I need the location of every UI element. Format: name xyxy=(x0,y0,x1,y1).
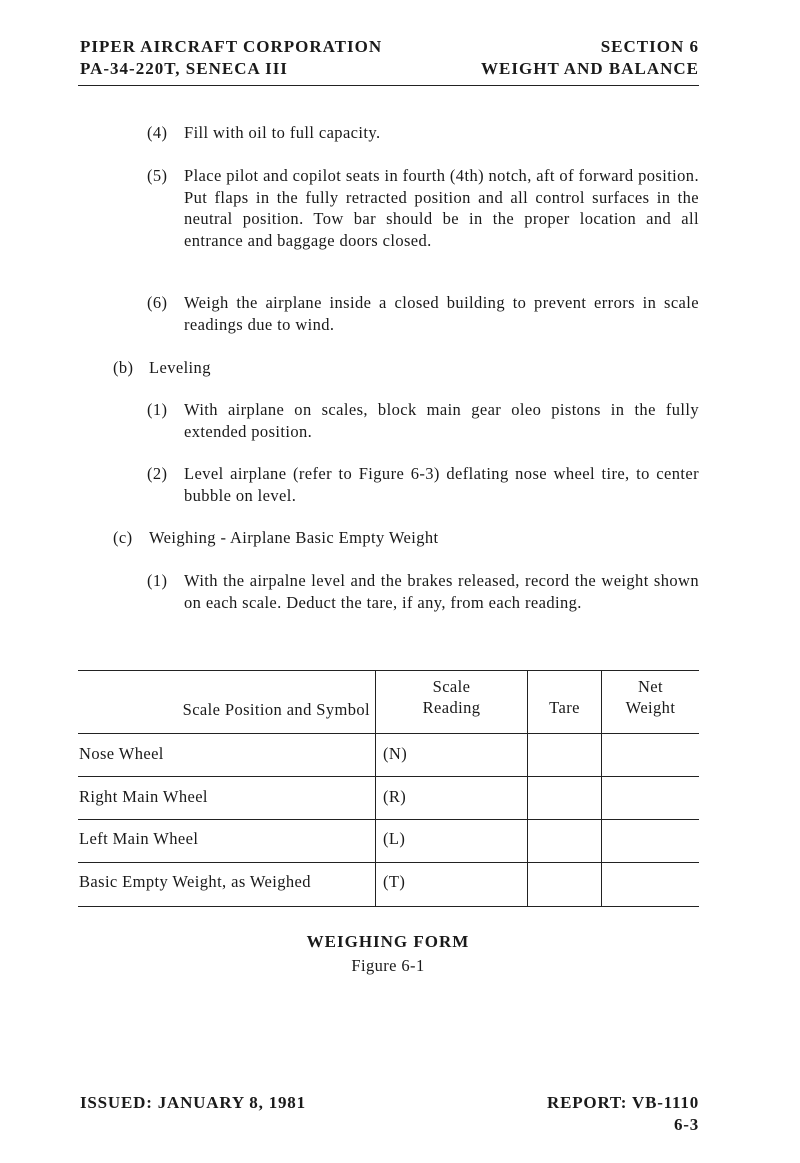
subsection-title: Leveling xyxy=(149,358,211,377)
step-number: (4) xyxy=(147,123,168,142)
table-rule xyxy=(78,733,699,734)
header-rule xyxy=(78,85,699,86)
step-text: With airplane on scales, block main gear oleo pistons in the fully extended position. xyxy=(184,400,699,441)
step-text: Level airplane (refer to Figure 6-3) deflating nose wheel tire, to center bubble on level. xyxy=(184,464,699,505)
table-rule xyxy=(78,819,699,820)
report-number: REPORT: VB-1110 xyxy=(547,1093,699,1112)
table-rule xyxy=(78,776,699,777)
table-rule xyxy=(78,862,699,863)
column-header-reading-line2: Reading xyxy=(422,698,481,717)
step-text: Fill with oil to full capacity. xyxy=(184,123,381,142)
step-number: (6) xyxy=(147,293,168,312)
column-header-reading-line1: Scale xyxy=(432,677,471,696)
figure-number: Figure 6-1 xyxy=(351,956,425,975)
issued-date: ISSUED: JANUARY 8, 1981 xyxy=(80,1093,306,1112)
step-number: (5) xyxy=(147,166,168,185)
subsection-letter: (c) xyxy=(113,528,133,547)
column-header-tare: Tare xyxy=(549,698,580,717)
step-number: (2) xyxy=(147,464,168,483)
table-row-symbol: (T) xyxy=(383,872,406,891)
table-row-position: Left Main Wheel xyxy=(79,829,199,848)
column-header-reading xyxy=(376,676,527,718)
weighing-form-table xyxy=(78,670,699,908)
step-text: Weigh the airplane inside a closed building to prevent errors in scale readings due to wind. xyxy=(184,293,699,334)
column-header-position: Scale Position and Symbol xyxy=(182,700,370,719)
step-number: (1) xyxy=(147,571,168,590)
table-row-symbol: (N) xyxy=(383,744,408,763)
step-number: (1) xyxy=(147,400,168,419)
section-title: WEIGHT AND BALANCE xyxy=(481,59,699,78)
table-row-symbol: (L) xyxy=(383,829,406,848)
table-rule xyxy=(78,906,699,907)
page-number: 6-3 xyxy=(673,1115,699,1134)
table-row-position: Nose Wheel xyxy=(79,744,164,763)
table-rule xyxy=(78,670,699,671)
column-header-net-line1: Net xyxy=(637,677,664,696)
footer-right xyxy=(547,1092,699,1136)
subsection-title: Weighing - Airplane Basic Empty Weight xyxy=(149,528,439,547)
company-name: PIPER AIRCRAFT CORPORATION xyxy=(80,37,383,56)
column-header-net xyxy=(602,676,699,718)
table-row-position: Basic Empty Weight, as Weighed xyxy=(79,872,311,891)
step-text: Place pilot and copilot seats in fourth (4th) notch, aft of forward position. Put flaps in the fully retracted position and all control surfaces in the neutral position. Tow bar should be in the proper location and all entrance and baggage doors closed. xyxy=(184,166,699,250)
subsection-letter: (b) xyxy=(113,358,134,377)
aircraft-model: PA-34-220T, SENECA III xyxy=(80,59,288,78)
table-row-position: Right Main Wheel xyxy=(79,787,208,806)
section-number: SECTION 6 xyxy=(600,37,699,56)
column-header-net-line2: Weight xyxy=(625,698,676,717)
step-text: With the airpalne level and the brakes released, record the weight shown on each scale. Deduct the tare, if any, from each reading. xyxy=(184,571,699,612)
table-row-symbol: (R) xyxy=(383,787,407,806)
header-right xyxy=(481,36,699,80)
figure-title: WEIGHING FORM xyxy=(306,932,470,951)
header-left xyxy=(80,36,382,80)
